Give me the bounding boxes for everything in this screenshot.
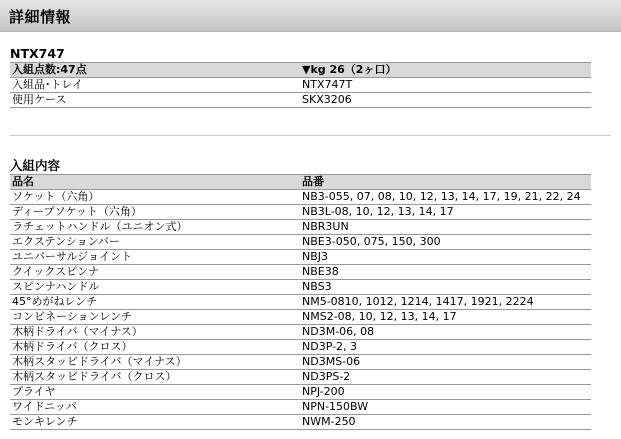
value-cell: NBR3UN [300, 220, 591, 235]
value-cell: ▼kg 26（2ヶ口） [300, 63, 591, 78]
table-row [10, 415, 591, 430]
table-row [10, 310, 591, 325]
name-cell: ユニバーサルジョイント [10, 250, 300, 265]
value-cell: ND3P-2, 3 [300, 340, 591, 355]
name-cell: 品名 [10, 175, 300, 190]
table-row [10, 325, 591, 340]
table-row [10, 355, 591, 370]
contents-table [10, 174, 591, 430]
value-cell: NMS2-08, 10, 12, 13, 14, 17 [300, 310, 591, 325]
value-cell: NM5-0810, 1012, 1214, 1417, 1921, 2224 [300, 295, 591, 310]
name-cell: ディープソケット（六角） [10, 205, 300, 220]
table-row [10, 400, 591, 415]
name-cell: スピンナハンドル [10, 280, 300, 295]
name-cell: プライヤ [10, 385, 300, 400]
set-info-table [10, 62, 591, 108]
value-cell: NWM-250 [300, 415, 591, 430]
value-cell: NTX747T [300, 78, 591, 93]
name-cell: 木柄ドライバ（クロス） [10, 340, 300, 355]
name-cell: エクステンションバー [10, 235, 300, 250]
name-cell: 木柄スタッビドライバ（クロス） [10, 370, 300, 385]
value-cell: ND3MS-06 [300, 355, 591, 370]
table-row [10, 205, 591, 220]
name-cell: ワイドニッパ [10, 400, 300, 415]
table-row [10, 265, 591, 280]
table-row [10, 370, 591, 385]
value-cell: NBS3 [300, 280, 591, 295]
table-row [10, 190, 591, 205]
name-cell: クイックスピンナ [10, 265, 300, 280]
value-cell: NBJ3 [300, 250, 591, 265]
contents-section [10, 158, 591, 430]
contents-title: 入組内容 [10, 158, 61, 173]
value-cell: NPJ-200 [300, 385, 591, 400]
name-cell: コンビネーションレンチ [10, 310, 300, 325]
table-row [10, 250, 591, 265]
value-cell: NB3-055, 07, 08, 10, 12, 13, 14, 17, 19, 21, 22, 24 [300, 190, 591, 205]
table-row [10, 93, 591, 108]
value-cell: NPN-150BW [300, 400, 591, 415]
table-row [10, 295, 591, 310]
name-cell: 使用ケース [10, 93, 300, 108]
name-cell: 入組点数:47点 [10, 63, 300, 78]
table-row [10, 78, 591, 93]
table-row [10, 340, 591, 355]
value-cell: ND3M-06, 08 [300, 325, 591, 340]
set-info-section [10, 46, 591, 108]
table-header-row [10, 63, 591, 78]
table-row [10, 280, 591, 295]
name-cell: 木柄スタッビドライバ（マイナス） [10, 355, 300, 370]
value-cell: NBE38 [300, 265, 591, 280]
value-cell: NBE3-050, 075, 150, 300 [300, 235, 591, 250]
name-cell: ソケット（六角） [10, 190, 300, 205]
set-model-title: NTX747 [10, 46, 65, 61]
table-row [10, 385, 591, 400]
value-cell: ND3PS-2 [300, 370, 591, 385]
value-cell: NB3L-08, 10, 12, 13, 14, 17 [300, 205, 591, 220]
name-cell: ラチェットハンドル（ユニオン式） [10, 220, 300, 235]
table-row [10, 220, 591, 235]
value-cell: 品番 [300, 175, 591, 190]
section-divider [10, 135, 611, 136]
table-row [10, 235, 591, 250]
value-cell: SKX3206 [300, 93, 591, 108]
name-cell: モンキレンチ [10, 415, 300, 430]
table-header-row [10, 175, 591, 190]
page-title: 詳細情報 [9, 8, 72, 26]
name-cell: 45°めがねレンチ [10, 295, 300, 310]
header-bar [0, 0, 621, 32]
name-cell: 木柄ドライバ（マイナス） [10, 325, 300, 340]
name-cell: 入組品･トレイ [10, 78, 300, 93]
